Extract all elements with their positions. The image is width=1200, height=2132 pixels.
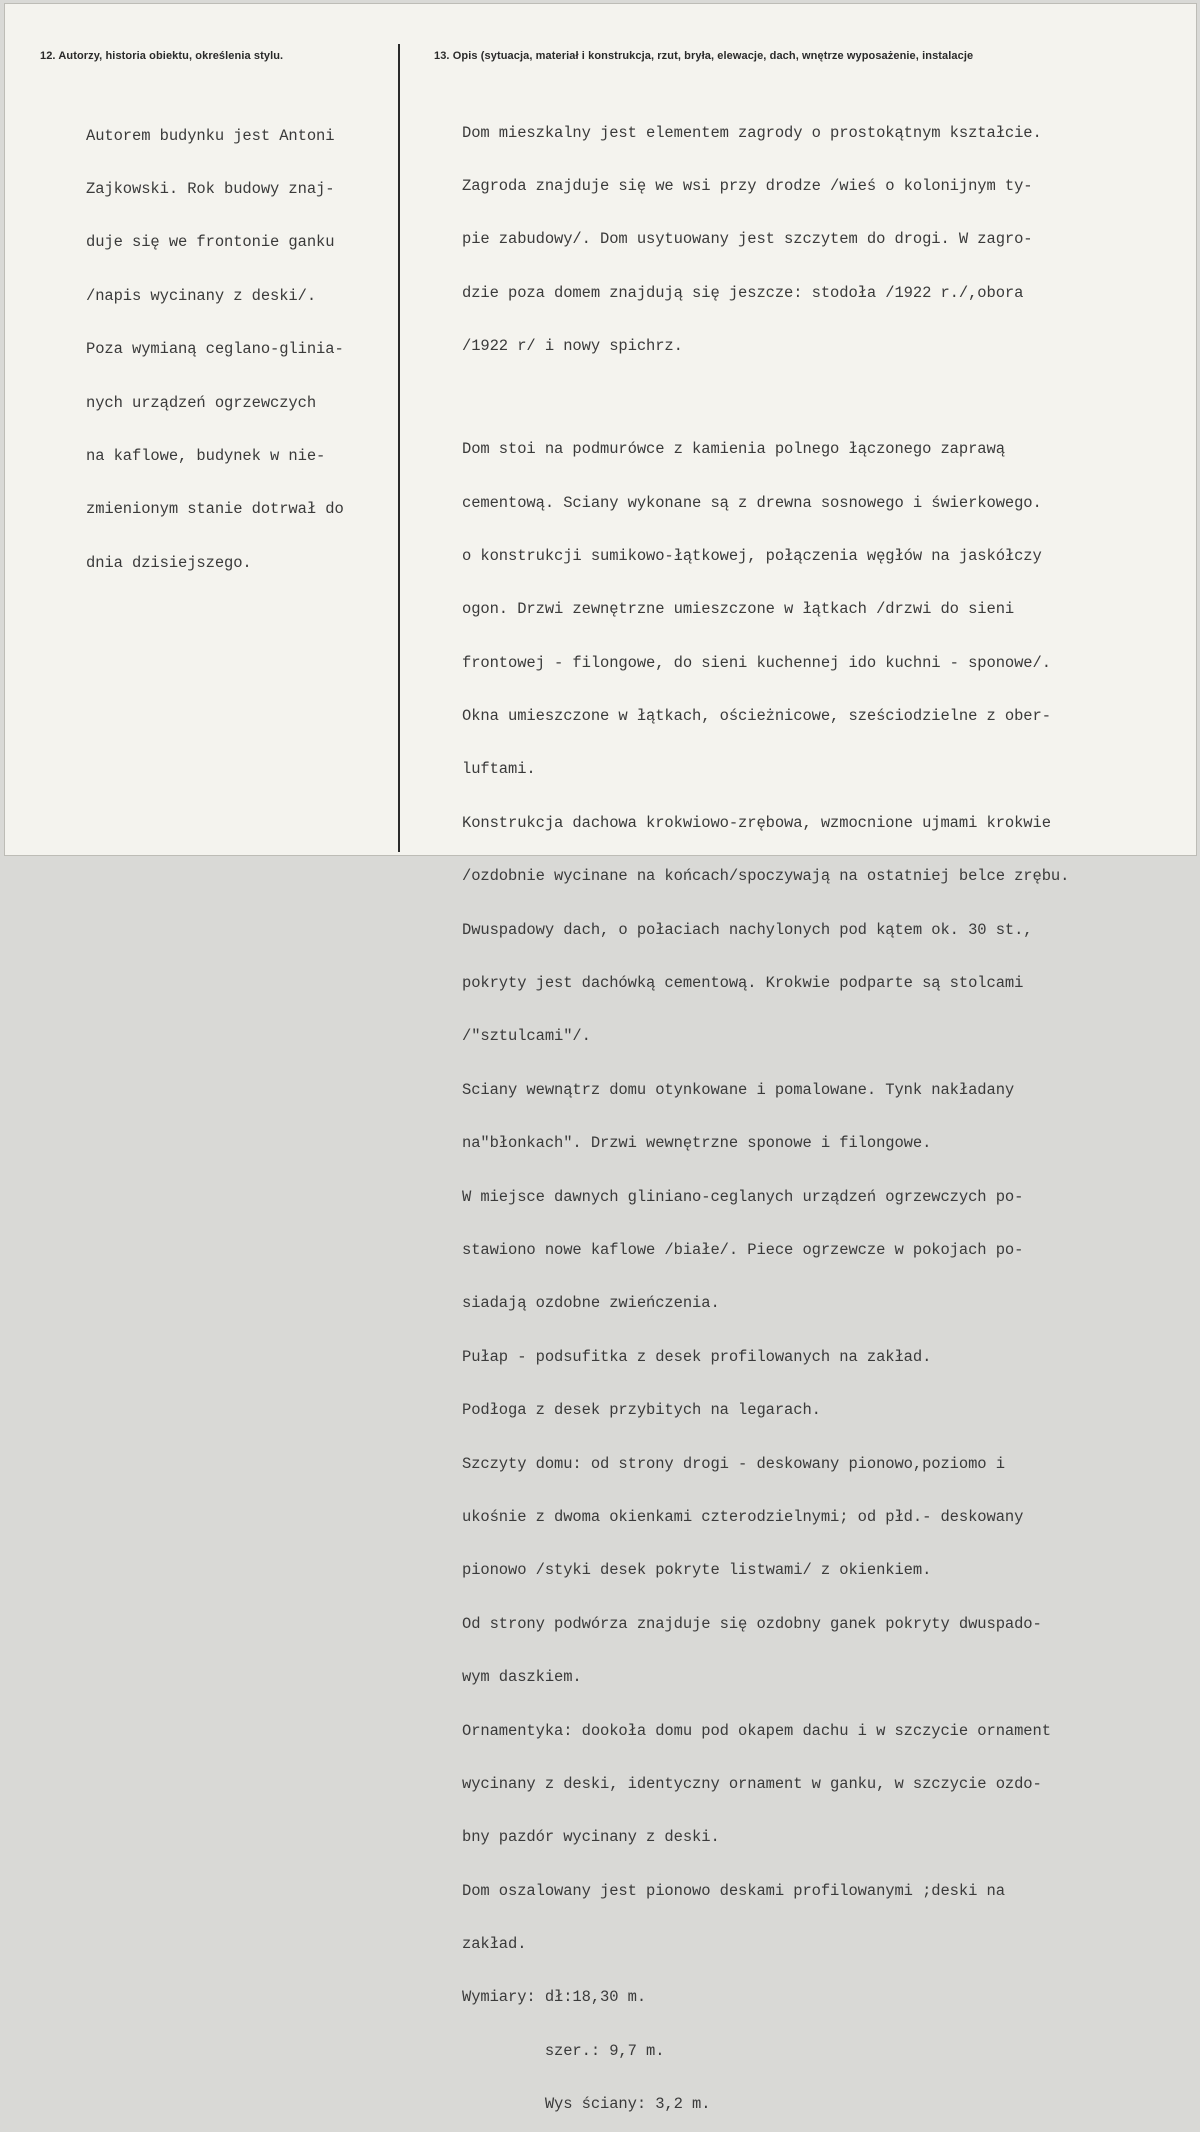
section-12-line: Poza wymianą ceglano-glinia- [86, 340, 344, 359]
p2-line: Ornamentyka: dookoła domu pod okapem dachu i w szczycie ornament [462, 1721, 1051, 1740]
section-12-text [86, 92, 344, 590]
p2-line: /"sztulcami"/. [462, 1027, 591, 1046]
p2-line: siadają ozdobne zwieńczenia. [462, 1294, 720, 1313]
section-12-heading: 12. Autorzy, historia obiektu, określenia stylu. [40, 50, 284, 62]
section-12-line: na kaflowe, budynek w nie- [86, 446, 326, 465]
p2-line: Dwuspadowy dach, o połaciach nachylonych pod kątem ok. 30 st., [462, 920, 1033, 939]
p1-line: dzie poza domem znajdują się jeszcze: stodoła /1922 r./,obora [462, 283, 1024, 302]
p2-line: bny pazdór wycinany z deski. [462, 1828, 720, 1847]
p2-line: Okna umieszczone w łątkach, ościeżnicowe, sześciodzielne z ober- [462, 707, 1051, 726]
p2-line: ukośnie z dwoma okienkami czterodzielnymi; od płd.- deskowany [462, 1507, 1024, 1526]
p2-line: Pułap - podsufitka z desek profilowanych na zakład. [462, 1347, 932, 1366]
p2-line: zakład. [462, 1935, 527, 1954]
p2-line: pionowo /styki desek pokryte listwami/ z okienkiem. [462, 1561, 932, 1580]
p2-line: /ozdobnie wycinane na końcach/spoczywają na ostatniej belce zrębu. [462, 867, 1070, 886]
section-12-line: nych urządzeń ogrzewczych [86, 393, 317, 412]
p2-line: W miejsce dawnych gliniano-ceglanych urządzeń ogrzewczych po- [462, 1187, 1024, 1206]
section-12-line: Autorem budynku jest Antoni [86, 126, 335, 145]
p2-line: na"błonkach". Drzwi wewnętrzne sponowe i filongowe. [462, 1134, 932, 1153]
p2-line: frontowej - filongowe, do sieni kuchennej ido kuchni - sponowe/. [462, 653, 1051, 672]
p1-line: pie zabudowy/. Dom usytuowany jest szczytem do drogi. W zagro- [462, 230, 1033, 249]
p2-line: o konstrukcji sumikowo-łątkowej, połączenia węgłów na jaskółczy [462, 546, 1042, 565]
p2-line: Podłoga z desek przybitych na legarach. [462, 1401, 821, 1420]
p2-line: Dom oszalowany jest pionowo deskami profilowanymi ;deski na [462, 1881, 1005, 1900]
section-12-line: Zajkowski. Rok budowy znaj- [86, 179, 335, 198]
section-13-heading: 13. Opis (sytuacja, materiał i konstrukcja, rzut, bryła, elewacje, dach, wnętrze wyposażenie, instalacje [434, 50, 974, 62]
section-12-line: dnia dzisiejszego. [86, 553, 252, 572]
p2-line: stawiono nowe kaflowe /białe/. Piece ogrzewcze w pokojach po- [462, 1241, 1024, 1259]
p2-line: Konstrukcja dachowa krokwiowo-zrębowa, wzmocnione ujmami krokwie [462, 813, 1051, 832]
dimension-line: Wys ściany: 3,2 m. [462, 2095, 711, 2114]
p2-line: Dom stoi na podmurówce z kamienia polnego łączonego zaprawą [462, 440, 1005, 459]
section-12-line: duje się we frontonie ganku [86, 233, 335, 252]
section-12-line: /napis wycinany z deski/. [86, 286, 317, 305]
p2-line: Szczyty domu: od strony drogi - deskowany pionowo,poziomo i [462, 1454, 1005, 1473]
p2-line: wycinany z deski, identyczny ornament w ganku, w szczycie ozdo- [462, 1774, 1042, 1793]
dimension-line: Wymiary: dł:18,30 m. [462, 1988, 647, 2007]
paragraph-gap [462, 392, 1069, 406]
column-divider [398, 44, 400, 852]
section-12-line: zmienionym stanie dotrwał do [86, 500, 344, 519]
p2-line: ogon. Drzwi zewnętrzne umieszczone w łątkach /drzwi do sieni [462, 600, 1015, 619]
p2-line: Od strony podwórza znajduje się ozdobny ganek pokryty dwuspado- [462, 1614, 1042, 1633]
section-13-text [462, 89, 1069, 2132]
p1-line: /1922 r/ i nowy spichrz. [462, 337, 683, 356]
p1-line: Dom mieszkalny jest elementem zagrody o prostokątnym kształcie. [462, 123, 1042, 142]
p2-line: pokryty jest dachówką cementową. Krokwie podparte są stolcami [462, 974, 1024, 993]
dimension-line: szer.: 9,7 m. [462, 2041, 665, 2060]
p2-line: Sciany wewnątrz domu otynkowane i pomalowane. Tynk nakładany [462, 1080, 1015, 1099]
p1-line: Zagroda znajduje się we wsi przy drodze /wieś o kolonijnym ty- [462, 176, 1033, 195]
p2-line: luftami. [462, 760, 536, 779]
p2-line: wym daszkiem. [462, 1668, 582, 1687]
p2-line: cementową. Sciany wykonane są z drewna sosnowego i świerkowego. [462, 493, 1042, 512]
